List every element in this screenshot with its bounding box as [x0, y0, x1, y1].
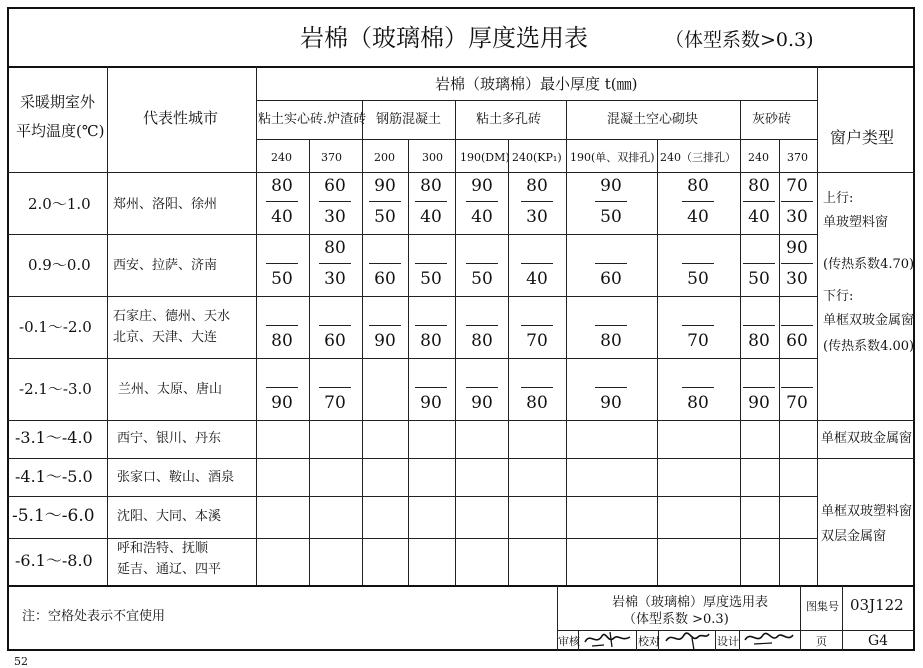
- fraction-line: [415, 263, 447, 264]
- cell-lower-value: 60: [374, 269, 396, 289]
- row-cities: 张家口、鞍山、酒泉: [117, 470, 235, 485]
- fraction-line: [682, 201, 714, 202]
- temp-header-line2: 平均温度(℃): [16, 122, 105, 140]
- cell-lower-value: 70: [687, 331, 709, 351]
- row-cities: 北京、天津、大连: [113, 330, 218, 345]
- cell-lower-value: 80: [600, 331, 622, 351]
- fraction-line: [521, 325, 553, 326]
- row-temp: 0.9～0.0: [28, 256, 91, 274]
- subcol-3: 200: [374, 151, 395, 164]
- cell-lower-value: 60: [786, 331, 808, 351]
- fraction-line: [466, 263, 498, 264]
- material-2: 钢筋混凝土: [376, 112, 442, 127]
- window-note: 双层金属窗: [821, 529, 887, 544]
- window-header: 窗户类型: [830, 128, 895, 147]
- fraction-line: [415, 387, 447, 388]
- cell-lower-value: 60: [324, 331, 346, 351]
- city-header: 代表性城市: [143, 109, 219, 127]
- cell-lower-value: 30: [324, 207, 346, 227]
- window-note: 上行:: [823, 191, 854, 206]
- subcol-5: 190(DM): [460, 151, 510, 164]
- window-note: 单框双玻金属窗: [821, 431, 913, 446]
- fraction-line: [521, 201, 553, 202]
- subcol-6: 240(KP₁): [512, 151, 562, 164]
- fraction-line: [369, 201, 401, 202]
- cell-lower-value: 60: [600, 269, 622, 289]
- design-label: 设计: [717, 635, 739, 648]
- cell-lower-value: 30: [324, 269, 346, 289]
- cell-upper-value: 80: [526, 176, 548, 196]
- cell-upper-value: 90: [600, 176, 622, 196]
- subcol-7: 190(单、双排孔): [570, 151, 655, 164]
- cell-lower-value: 80: [420, 331, 442, 351]
- row-temp: -2.1～-3.0: [19, 380, 92, 398]
- fraction-line: [466, 325, 498, 326]
- page-number: 52: [14, 655, 28, 668]
- fraction-line: [319, 325, 351, 326]
- row-cities: 延吉、通辽、四平: [117, 562, 222, 577]
- cell-lower-value: 40: [271, 207, 293, 227]
- cell-lower-value: 80: [748, 331, 770, 351]
- subcol-8: 240（三排孔）: [660, 151, 736, 164]
- fraction-line: [781, 387, 813, 388]
- thickness-header: 岩棉（玻璃棉）最小厚度 t(㎜): [435, 75, 638, 93]
- fraction-line: [743, 201, 775, 202]
- row-cities: 兰州、太原、唐山: [118, 382, 223, 397]
- review-label: 审核: [558, 635, 580, 648]
- window-note: 下行:: [823, 289, 854, 304]
- cell-lower-value: 70: [786, 393, 808, 413]
- cell-lower-value: 40: [471, 207, 493, 227]
- cell-upper-value: 80: [748, 176, 770, 196]
- row-cities: 呼和浩特、抚顺: [117, 541, 209, 556]
- cell-lower-value: 30: [786, 269, 808, 289]
- window-note: (传热系数4.00): [823, 339, 915, 354]
- cell-upper-value: 90: [786, 238, 808, 258]
- row-temp: 2.0～1.0: [28, 195, 91, 213]
- temp-header-line1: 采暖期室外: [20, 93, 96, 111]
- subcol-2: 370: [321, 151, 342, 164]
- atlas-label: 图集号: [806, 600, 839, 613]
- fraction-line: [369, 263, 401, 264]
- row-temp: -4.1～-5.0: [15, 467, 93, 486]
- fraction-line: [369, 325, 401, 326]
- cell-lower-value: 40: [687, 207, 709, 227]
- cell-lower-value: 90: [471, 393, 493, 413]
- check-label: 校对: [638, 635, 660, 648]
- cell-lower-value: 80: [687, 393, 709, 413]
- material-5: 灰砂砖: [752, 112, 792, 127]
- cell-upper-value: 80: [324, 238, 346, 258]
- cell-upper-value: 90: [374, 176, 396, 196]
- fraction-line: [266, 263, 298, 264]
- fraction-line: [521, 387, 553, 388]
- fraction-line: [595, 201, 627, 202]
- cell-lower-value: 40: [526, 269, 548, 289]
- cell-lower-value: 50: [271, 269, 293, 289]
- row-cities: 西安、拉萨、济南: [113, 258, 218, 273]
- window-note: (传热系数4.70): [823, 257, 915, 272]
- row-temp: -0.1～-2.0: [19, 318, 92, 336]
- cell-upper-value: 90: [471, 176, 493, 196]
- cell-lower-value: 50: [748, 269, 770, 289]
- footnote: 注：空格处表示不宜使用: [22, 609, 166, 624]
- row-temp: -5.1～-6.0: [12, 506, 95, 526]
- fraction-line: [466, 387, 498, 388]
- material-3: 粘土多孔砖: [476, 112, 542, 127]
- fraction-line: [743, 325, 775, 326]
- fraction-line: [743, 263, 775, 264]
- row-cities: 郑州、洛阳、徐州: [113, 197, 218, 212]
- cell-lower-value: 90: [271, 393, 293, 413]
- fraction-line: [319, 201, 351, 202]
- cell-lower-value: 40: [420, 207, 442, 227]
- cell-lower-value: 80: [526, 393, 548, 413]
- fraction-line: [266, 201, 298, 202]
- cell-lower-value: 50: [420, 269, 442, 289]
- cell-upper-value: 80: [271, 176, 293, 196]
- page-code: G4: [868, 633, 889, 649]
- row-cities: 石家庄、德州、天水: [113, 309, 231, 324]
- fraction-line: [466, 201, 498, 202]
- fraction-line: [682, 325, 714, 326]
- subcol-10: 370: [787, 151, 808, 164]
- fraction-line: [781, 201, 813, 202]
- material-1: 粘土实心砖.炉渣砖: [258, 112, 367, 127]
- fraction-line: [781, 263, 813, 264]
- cell-lower-value: 30: [786, 207, 808, 227]
- fraction-line: [319, 263, 351, 264]
- fraction-line: [266, 387, 298, 388]
- row-temp: -3.1～-4.0: [15, 428, 93, 447]
- cell-upper-value: 70: [786, 176, 808, 196]
- fraction-line: [319, 387, 351, 388]
- designer-signature: [742, 627, 796, 649]
- cell-lower-value: 90: [600, 393, 622, 413]
- cell-lower-value: 80: [271, 331, 293, 351]
- fraction-line: [415, 325, 447, 326]
- cell-lower-value: 30: [526, 207, 548, 227]
- fraction-line: [595, 263, 627, 264]
- cell-lower-value: 70: [526, 331, 548, 351]
- cell-upper-value: 80: [420, 176, 442, 196]
- window-note: 单框双玻塑料窗: [821, 504, 913, 519]
- row-cities: 西宁、银川、丹东: [117, 431, 222, 446]
- window-note: 单框双玻金属窗: [823, 313, 915, 328]
- fraction-line: [415, 201, 447, 202]
- fraction-line: [266, 325, 298, 326]
- cell-upper-value: 80: [687, 176, 709, 196]
- cell-lower-value: 50: [600, 207, 622, 227]
- block-title-line1: 岩棉（玻璃棉）厚度选用表: [612, 595, 769, 610]
- cell-lower-value: 90: [748, 393, 770, 413]
- row-cities: 沈阳、大同、本溪: [117, 509, 222, 524]
- window-note: 单玻塑料窗: [823, 215, 889, 230]
- cell-lower-value: 50: [374, 207, 396, 227]
- cell-lower-value: 70: [324, 393, 346, 413]
- reviewer-signature: [582, 628, 634, 650]
- cell-upper-value: 60: [324, 176, 346, 196]
- cell-lower-value: 90: [374, 331, 396, 351]
- cell-lower-value: 90: [420, 393, 442, 413]
- fraction-line: [595, 325, 627, 326]
- row-temp: -6.1～-8.0: [15, 551, 93, 570]
- fraction-line: [682, 263, 714, 264]
- page-subtitle: （体型系数>0.3): [665, 29, 814, 51]
- page-title: 岩棉（玻璃棉）厚度选用表: [300, 24, 588, 52]
- fraction-line: [595, 387, 627, 388]
- cell-lower-value: 80: [471, 331, 493, 351]
- fraction-line: [781, 325, 813, 326]
- cell-lower-value: 50: [471, 269, 493, 289]
- cell-lower-value: 50: [687, 269, 709, 289]
- checker-signature: [662, 626, 712, 651]
- block-title-line2: （体型系数 >0.3): [623, 612, 729, 627]
- fraction-line: [682, 387, 714, 388]
- material-4: 混凝土空心砌块: [607, 112, 699, 127]
- cell-lower-value: 40: [748, 207, 770, 227]
- atlas-number: 03J122: [850, 596, 904, 614]
- subcol-4: 300: [422, 151, 443, 164]
- subcol-9: 240: [748, 151, 769, 164]
- subcol-1: 240: [271, 151, 292, 164]
- fraction-line: [521, 263, 553, 264]
- fraction-line: [743, 387, 775, 388]
- page-label: 页: [816, 635, 827, 648]
